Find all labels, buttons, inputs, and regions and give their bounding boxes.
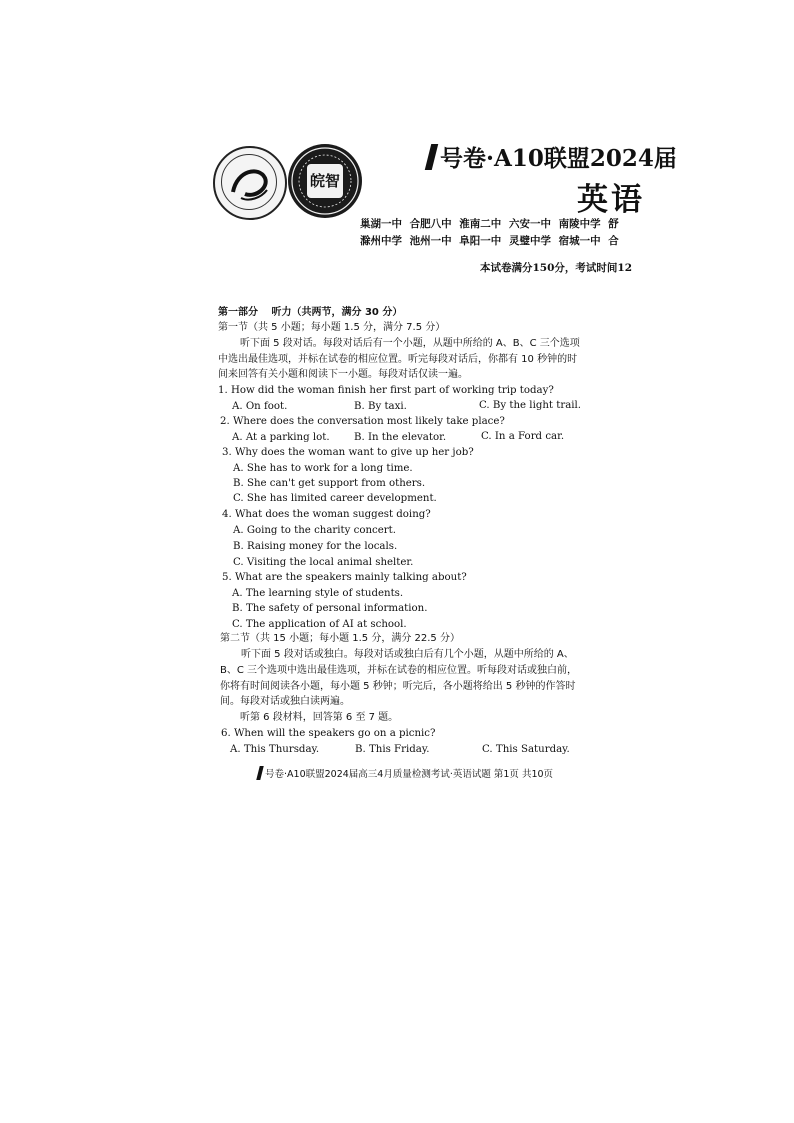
section1-instruction-3: 间来回答有关小题和阅读下一小题。每段对话仅读一遍。 (218, 369, 468, 380)
footer-mark-icon (256, 766, 263, 780)
q4-stem: 4. What does the woman suggest doing? (222, 509, 431, 520)
brand-mark-icon (425, 144, 438, 170)
q6-option-a: A. This Thursday. (230, 744, 320, 755)
q5-option-c: C. The application of AI at school. (232, 619, 407, 630)
section2-instruction-4: 间。每段对话或独白读两遍。 (220, 696, 350, 707)
q3-stem: 3. Why does the woman want to give up her job? (222, 447, 474, 458)
wanzhi-mark: 皖智 (309, 172, 340, 190)
brand-text: ·A10联盟2024届 (486, 145, 677, 172)
q4-option-c: C. Visiting the local animal shelter. (233, 557, 414, 568)
q2-option-b: B. In the elevator. (354, 432, 447, 443)
q6-stem: 6. When will the speakers go on a picnic? (221, 728, 436, 739)
alliance-logo (213, 146, 287, 220)
q1-option-b: B. By taxi. (354, 401, 407, 412)
section1-instruction-2: 中选出最佳选项，并标在试卷的相应位置。听完每段对话后，你都有 10 秒钟的时 (218, 354, 578, 365)
footer-text: ·A10联盟2024届高三4月质量检测考试·英语试题 第1页 共10页 (284, 769, 554, 780)
q2-option-c: C. In a Ford car. (481, 431, 565, 442)
material-6-note: 听第 6 段材料，回答第 6 至 7 题。 (240, 712, 399, 723)
section2-instruction-1: 听下面 5 段对话或独白。每段对话或独白后有几个小题，从题中所给的 A、 (241, 649, 574, 660)
section2-title: 第二节（共 15 小题；每小题 1.5 分，满分 22.5 分） (220, 633, 460, 644)
section2-instruction-3: 你将有时间阅读各小题，每小题 5 秒钟；听完后，各小题将给出 5 秒钟的作答时 (220, 681, 576, 692)
q5-option-b: B. The safety of personal information. (232, 603, 428, 614)
q3-option-c: C. She has limited career development. (233, 493, 437, 504)
q2-option-a: A. At a parking lot. (232, 432, 330, 443)
q1-stem: 1. How did the woman finish her first part of working trip today? (218, 385, 554, 396)
q3-option-a: A. She has to work for a long time. (233, 463, 413, 474)
subject-title: 英语 (577, 182, 645, 218)
wanzhi-education-logo (288, 144, 362, 218)
exam-brand-title (428, 140, 677, 173)
schools-line-1: 巢湖一中 合肥八中 淮南二中 六安一中 南陵中学 舒 (360, 218, 619, 230)
q2-stem: 2. Where does the conversation most likely take place? (220, 416, 505, 427)
q1-option-c: C. By the light trail. (479, 400, 582, 411)
section1-title: 第一节（共 5 小题；每小题 1.5 分，满分 7.5 分） (218, 322, 446, 333)
exam-note: 本试卷满分150分，考试时间12 (480, 262, 633, 274)
q5-option-a: A. The learning style of students. (232, 588, 404, 599)
section2-instruction-2: B、C 三个选项中选出最佳选项，并标在试卷的相应位置。听每段对话或独白前， (220, 665, 578, 676)
q6-option-c: C. This Saturday. (482, 744, 570, 755)
q5-stem: 5. What are the speakers mainly talking about? (222, 572, 467, 583)
q4-option-a: A. Going to the charity concert. (233, 525, 396, 536)
schools-line-2: 滁州中学 池州一中 阜阳一中 灵璧中学 宿城一中 合 (360, 235, 619, 247)
q1-option-a: A. On foot. (232, 401, 288, 412)
q6-option-b: B. This Friday. (355, 744, 430, 755)
part1-title: 第一部分 听力（共两节，满分 30 分） (218, 307, 403, 318)
q3-option-b: B. She can't get support from others. (233, 478, 426, 489)
q4-option-b: B. Raising money for the locals. (233, 541, 398, 552)
footer-glyph: 号卷 (265, 769, 285, 780)
swirl-emblem-icon (215, 148, 285, 218)
section1-instruction-1: 听下面 5 段对话。每段对话后有一个小题，从题中所给的 A、B、C 三个选项 (240, 338, 580, 349)
page-footer (258, 766, 553, 780)
brand-glyph: 号卷 (440, 145, 486, 172)
